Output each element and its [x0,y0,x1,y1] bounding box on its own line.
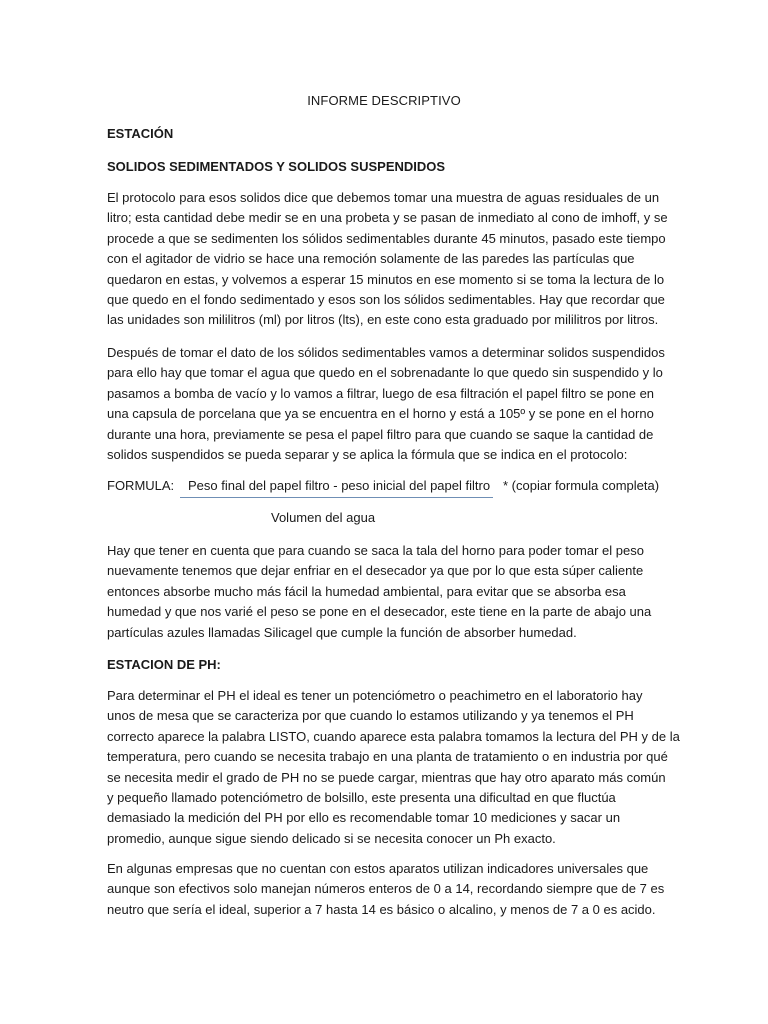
text-line: demasiado la medición del PH por ello es recomendable tomar 10 mediciones y sacar un [107,810,621,826]
formula-numerator: Peso final del papel filtro - peso inicial del papel filtro [188,478,491,493]
text-line: Hay que tener en cuenta que para cuando se saca la tala del horno para poder tomar el peso [107,543,644,558]
text-line: correcto aparece la palabra LISTO, cuando aparece esta palabra tomamos la lectura del PH y de la [107,728,680,744]
text-line: Después de tomar el dato de los sólidos sedimentables vamos a determinar solidos suspendidos [107,345,665,360]
text-line: solidos suspendidos se pueda separar y se aplica la fórmula que se indica en el protocolo: [107,447,628,463]
text-line: temperatura, pero cuando se necesita trabajo en una planta de tratamiento o en industria por qué [107,749,668,765]
text-line: una capsula de porcelana que ya se encuentra en el horno y está a 105º y se pone en el horno [107,406,654,422]
text-line: durante una hora, previamente se pesa el papel filtro para que cuando se saque la cantidad de [107,426,654,442]
formula-note: * (copiar formula completa) [503,478,660,493]
text-line: entonces absorbe mucho más fácil la humedad ambiental, para evitar que se absorba esa [107,583,626,599]
text-line: promedio, aunque sigue siendo delicado si se necesita conocer un Ph exacto. [107,830,556,846]
text-line: El protocolo para esos solidos dice que debemos tomar una muestra de aguas residuales de un [107,190,660,205]
text-line: y pequeño llamado potenciómetro de bolsillo, este presenta una dificultad en que fluctúa [107,790,616,806]
text-line: se necesita medir el grado de PH no se puede cargar, mientras que hay otro aparato más común [107,769,666,785]
formula-fraction-bar [180,497,493,498]
text-line: unos de mesa que se caracteriza por que cuando lo estamos utilizando y ya tenemos el PH [107,708,634,724]
text-line: procede a que se sedimenten los sólidos sedimentables durante 45 minutos, pasado este tiempo [107,230,666,246]
text-line: pasamos a bomba de vacío y lo vamos a filtrar, luego de esa filtración el papel filtro se pone en [107,385,655,401]
text-line: litro; esta cantidad debe medir se en una probeta y se pasan de inmediato al cono de imhoff, y se [107,210,668,226]
paragraph-ph-meter [107,686,680,849]
paragraph-suspended-solids [107,343,667,465]
text-line: quedaron en estas, y volvemos a esperar 15 minutos en ese momento si se toma la lectura de lo [107,271,665,287]
heading-solids: SOLIDOS SEDIMENTADOS Y SOLIDOS SUSPENDIDOS [107,159,446,174]
text-line: partículas azules llamadas Silicagel que cumple la función de absorber humedad. [107,624,577,640]
heading-ph-station: ESTACION DE PH: [107,657,221,672]
text-line: con el agitador de vidrio se hace una remoción solamente de las paredes las partículas que [107,251,635,267]
paragraph-solids-protocol [107,188,667,331]
paragraph-desiccator [107,541,667,643]
text-line: aunque son efectivos solo manejan números enteros de 0 a 14, recordando siempre que de 7 es [107,881,665,897]
formula-label: FORMULA: [107,478,175,493]
paragraph-universal-indicators [107,859,667,920]
text-line: las unidades son mililitros (ml) por litros (lts), en este cono esta graduado por mililitros por litros. [107,312,659,328]
text-line: neutro que sería el ideal, superior a 7 hasta 14 es básico o alcalino, y menos de 7 a 0 es acido. [107,901,656,917]
text-line: En algunas empresas que no cuentan con estos aparatos utilizan indicadores universales que [107,861,649,876]
formula-denominator: Volumen del agua [271,510,376,525]
document-title: INFORME DESCRIPTIVO [307,93,461,108]
text-line: humedad y que nos varié el peso se pone en el desecador, este tiene en la parte de abajo una [107,604,652,620]
text-line: para ello hay que tomar el agua que quedo en el sobrenadante lo que quedo sin suspendido y lo [107,365,663,381]
heading-station: ESTACIÓN [107,126,174,141]
text-line: Para determinar el PH el ideal es tener un potenciómetro o peachimetro en el laboratorio hay [107,688,643,703]
text-line: nuevamente tenemos que dejar enfriar en el desecador ya que por lo que esta súper caliente [107,563,644,579]
text-line: que quedo en el fondo sedimentado y esos son los sólidos sedimentables. Hay que recordar que [107,292,665,308]
